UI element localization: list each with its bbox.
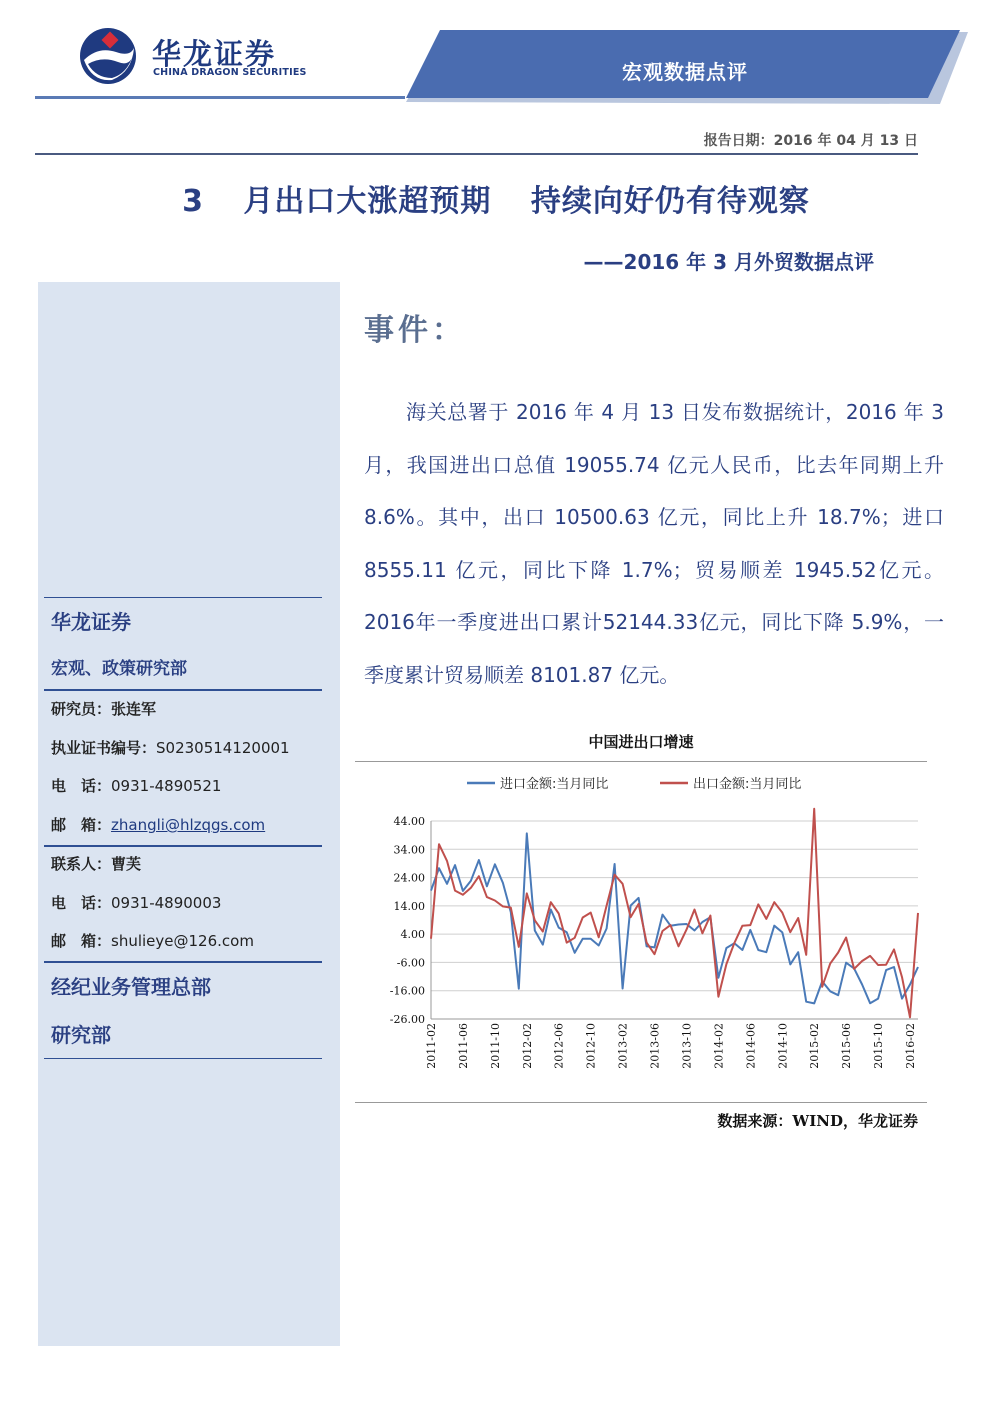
sidebar-divider: [44, 689, 322, 691]
y-tick-label: 44.00: [393, 815, 425, 828]
email1-label: 邮 箱：: [51, 816, 112, 834]
x-tick-label: 2014-06: [744, 1023, 758, 1069]
email1-link[interactable]: zhangli@hlzqgs.com: [111, 816, 266, 834]
email2-row: [51, 930, 254, 951]
import-growth-line: [431, 833, 918, 1003]
date-divider: [35, 153, 918, 155]
sidebar-divider: [44, 845, 322, 847]
phone2-label: 电 话：: [51, 894, 112, 912]
y-tick-label: 34.00: [393, 843, 425, 857]
x-tick-label: 2012-06: [552, 1023, 566, 1069]
phone1-label: 电 话：: [51, 777, 112, 795]
x-tick-label: 2011-06: [456, 1023, 470, 1069]
header-divider: [35, 96, 405, 99]
x-tick-label: 2014-02: [712, 1023, 726, 1069]
company-logo: [78, 26, 318, 88]
email2-label: 邮 箱：: [51, 932, 112, 950]
report-type-label: 宏观数据点评: [622, 60, 748, 84]
dragon-logo-icon: [78, 26, 138, 86]
email2-value: shulieye@126.com: [111, 932, 254, 950]
x-tick-label: 2012-10: [584, 1023, 598, 1069]
export-growth-line: [431, 809, 918, 1018]
cert-label: 执业证书编号：: [51, 739, 157, 757]
x-tick-label: 2013-06: [648, 1023, 662, 1069]
x-tick-label: 2015-10: [872, 1023, 886, 1069]
sidebar-divider: [44, 1058, 322, 1059]
x-tick-label: 2015-02: [808, 1023, 822, 1069]
cert-value: S0230514120001: [156, 739, 290, 757]
sidebar-divider: [44, 961, 322, 963]
email1-row: [51, 814, 265, 835]
trade-growth-chart: [355, 762, 927, 1102]
researcher-name: 研究员：张连军: [51, 700, 157, 718]
logo-chinese-name: 华龙证券: [152, 37, 277, 71]
phone1-row: [51, 775, 221, 796]
sidebar-company: 华龙证券: [51, 610, 131, 634]
y-tick-label: 4.00: [400, 928, 425, 942]
x-tick-label: 2014-10: [776, 1023, 790, 1069]
phone2-value: 0931-4890003: [111, 894, 222, 912]
logo-english-name: CHINA DRAGON SECURITIES: [153, 67, 307, 78]
sidebar-department: 宏观、政策研究部: [51, 659, 187, 679]
legend-label: 进口金额:当月同比: [500, 777, 609, 792]
y-tick-label: -6.00: [396, 956, 425, 970]
y-tick-label: 24.00: [393, 871, 425, 885]
data-source: 数据来源：WIND，华龙证券: [717, 1112, 918, 1130]
sidebar-divider: [44, 597, 322, 598]
main-title: 3 月出口大涨超预期 持续向好仍有待观察: [182, 184, 810, 219]
sub-title: ——2016 年 3 月外贸数据点评: [583, 250, 874, 274]
x-tick-label: 2016-02: [904, 1023, 918, 1069]
x-tick-label: 2011-02: [425, 1023, 438, 1069]
y-tick-label: 14.00: [393, 899, 425, 913]
y-tick-label: -16.00: [389, 984, 425, 998]
event-heading: 事件：: [364, 313, 466, 348]
event-paragraph: 海关总署于 2016 年 4 月 13 日发布数据统计，2016 年 3 月，我国进出口总值 19055.74 亿元人民币，比去年同期上升 8.6%。其中，出口 10500.63 亿元，同比上升 18.7%；进口 8555.11 亿元，同比下降 1.7%；贸易顺差 1945.52亿元。2016年一季度进出口累计52144.33亿元，同比下降 5.9%，一季度累计贸易顺差 8101.87 亿元。: [364, 400, 944, 687]
contact-name: 联系人：曹芙: [51, 855, 142, 873]
phone1-value: 0931-4890521: [111, 777, 222, 795]
x-tick-label: 2013-10: [680, 1023, 694, 1069]
x-tick-label: 2011-10: [488, 1023, 502, 1069]
hq-dept: 研究部: [51, 1023, 111, 1047]
phone2-row: [51, 892, 221, 913]
chart-title: 中国进出口增速: [588, 733, 694, 751]
cert-number-row: [51, 737, 290, 758]
x-tick-label: 2012-02: [520, 1023, 534, 1069]
chart-container: [355, 761, 927, 1103]
x-tick-label: 2015-06: [840, 1023, 854, 1069]
legend-label: 出口金额:当月同比: [693, 777, 802, 792]
report-date: 报告日期：2016 年 04 月 13 日: [703, 133, 918, 149]
x-tick-label: 2013-02: [616, 1023, 630, 1069]
hq-name: 经纪业务管理总部: [51, 975, 211, 999]
y-tick-label: -26.00: [389, 1013, 425, 1026]
